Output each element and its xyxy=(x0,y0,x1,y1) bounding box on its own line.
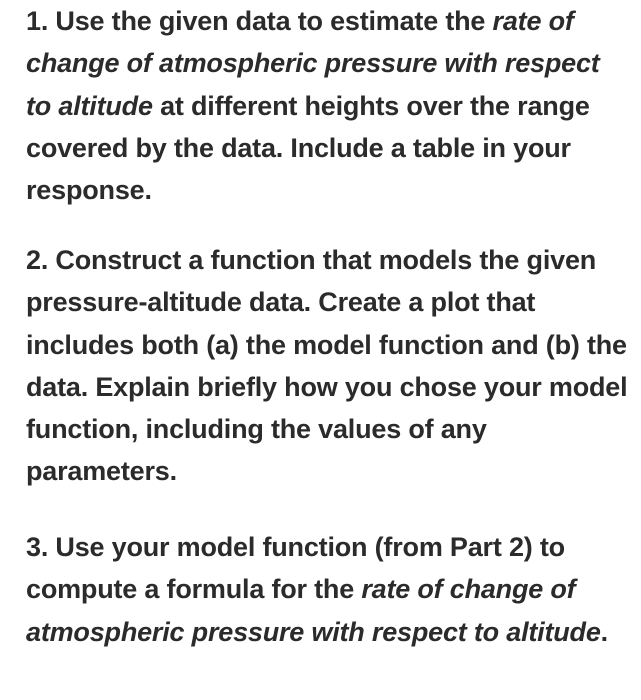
question-3-intro: 3. Use your model function (from Part 2) to compute a formula for the xyxy=(26,532,565,605)
question-1-rest: at different heights over the range covered by the data. Include a table in your response. xyxy=(26,90,590,206)
question-2 xyxy=(26,239,629,493)
question-1 xyxy=(26,0,629,211)
question-2-text: 2. Construct a function that models the given pressure-altitude data. Create a plot that includes both (a) the model function and (b) the data. Explain briefly how you chose your model function, including the values of any parameters. xyxy=(26,245,628,487)
question-3-end: . xyxy=(600,616,608,647)
question-3 xyxy=(26,526,629,653)
question-1-emphasis: rate of change of atmospheric pressure with respect to altitude xyxy=(26,6,600,121)
question-1-intro: 1. Use the given data to estimate the xyxy=(26,6,493,36)
question-3-emphasis: rate of change of atmospheric pressure with respect to altitude xyxy=(26,574,601,647)
